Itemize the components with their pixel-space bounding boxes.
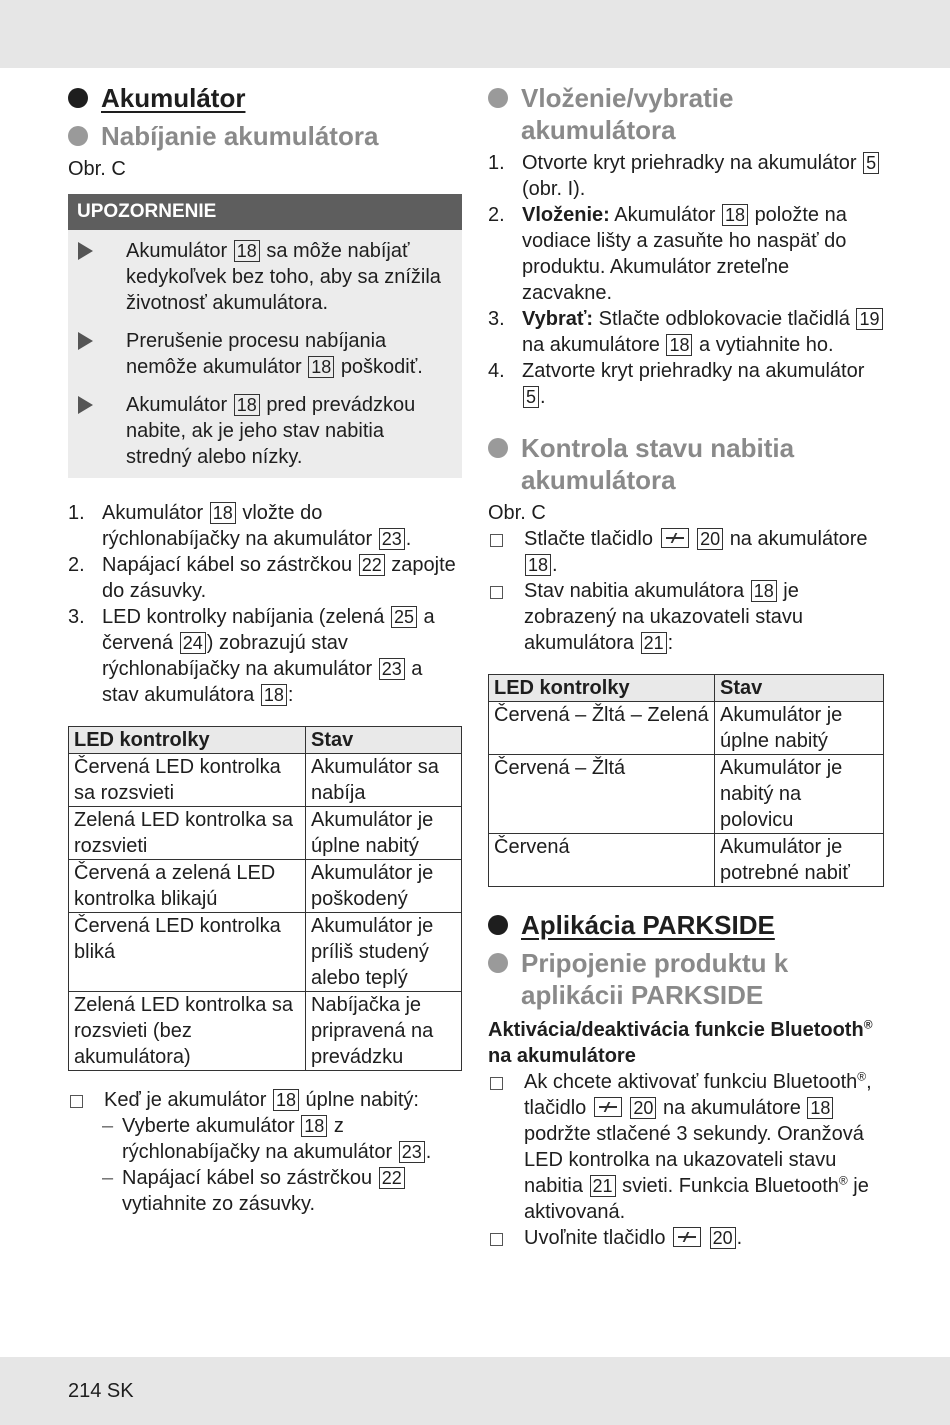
charging-steps xyxy=(68,500,462,708)
table-row: Červená Akumulátor je potrebné nabiť xyxy=(489,834,884,887)
warning-box xyxy=(68,194,462,478)
right-column xyxy=(488,82,884,1251)
checkbox-square-icon xyxy=(490,534,503,547)
checkbox-item: Stav nabitia akumulátora 18 je zobrazený na ukazovateli stavu akumulátora 21 : xyxy=(488,578,884,656)
checkbox-square-icon xyxy=(490,586,503,599)
step-item: 1. Otvorte kryt priehradky na akumulátor 5 (obr. I). xyxy=(488,150,884,202)
step-item: 3. LED kontrolky nabíjania (zelená 25 a červená 24 ) zobrazujú stav rýchlonabíjačky na akumulátor 23 a stav akumulátora 18 : xyxy=(68,606,435,706)
step-item: 2. Vloženie: Akumulátor 18 položte na vodiace lišty a zasuňte ho naspäť do produktu. Akumulátor zreteľne zacvakne. xyxy=(488,204,847,304)
triangle-bullet-icon xyxy=(78,242,108,260)
dash-item: – Vyberte akumulátor 18 z rýchlonabíjačky na akumulátor 23 . xyxy=(102,1115,432,1163)
warning-item: Akumulátor 18 sa môže nabíjať kedykoľvek bez toho, aby sa znížila životnosť akumulátora. xyxy=(68,230,462,320)
checkbox-item: Stlačte tlačidlo 20 na akumulátore 18 . xyxy=(488,526,884,578)
checkbox-item: Ak chcete aktivovať funkciu Bluetooth®, tlačidlo 20 na akumulátore 18 podržte stlačené 3 sekundy. Oranžová LED kontrolka na ukazovateli stavu nabitia 21 svieti. Funkcia Bluetooth® je aktivovaná. xyxy=(488,1069,884,1225)
charge-level-table xyxy=(488,674,884,887)
page-number: 214 SK xyxy=(68,1380,134,1402)
checkbox-square-icon xyxy=(490,1077,503,1090)
figure-reference: Obr. C xyxy=(488,502,546,524)
heading-charging: Nabíjanie akumulátora xyxy=(68,120,462,152)
checkbox-item: Keď je akumulátor 18 úplne nabitý: xyxy=(68,1087,462,1113)
fully-charged-section xyxy=(68,1087,462,1217)
table-header-row: LED kontrolky Stav xyxy=(69,727,462,754)
checkbox-square-icon xyxy=(70,1095,83,1108)
heading-insert-remove: Vloženie/vybratie akumulátora xyxy=(488,82,884,146)
triangle-bullet-icon xyxy=(78,396,108,414)
power-button-icon xyxy=(594,1097,622,1117)
bottom-band xyxy=(0,1357,950,1425)
bullet-dot xyxy=(488,915,508,935)
warning-item: Prerušenie procesu nabíjania nemôže akumulátor 18 poškodiť. xyxy=(68,320,462,384)
table-header-row: LED kontrolky Stav xyxy=(489,675,884,702)
table-row: Červená LED kontrolka sa rozsvieti Akumulátor sa nabíja xyxy=(69,754,462,807)
bluetooth-subheading: Aktivácia/deaktivácia funkcie Bluetooth® na akumulátore xyxy=(488,1017,873,1067)
bullet-dot xyxy=(68,126,88,146)
heading-charge-check: Kontrola stavu nabitia akumulátora xyxy=(488,432,884,496)
insert-steps xyxy=(488,150,884,410)
dash-item: – Napájací kábel so zástrčkou 22 vytiahnite zo zásuvky. xyxy=(68,1165,462,1217)
figure-reference: Obr. C xyxy=(68,158,126,180)
step-item: 3. Vybrať: Stlačte odblokovacie tlačidlá 19 na akumulátore 18 a vytiahnite ho. xyxy=(488,306,884,358)
table-row: Červená – Žltá – Zelená Akumulátor je úplne nabitý xyxy=(489,702,884,755)
table-row: Červená – Žltá Akumulátor je nabitý na polovicu xyxy=(489,755,884,834)
checkbox-square-icon xyxy=(490,1233,503,1246)
heading-connect-app: Pripojenie produktu k aplikácii PARKSIDE xyxy=(488,947,884,1011)
table-row: Červená LED kontrolka bliká Akumulátor je príliš studený alebo teplý xyxy=(69,913,462,992)
top-band xyxy=(0,0,950,68)
led-status-table xyxy=(68,726,462,1071)
heading-parkside-app: Aplikácia PARKSIDE xyxy=(488,909,884,941)
heading-accumulator: Akumulátor xyxy=(68,82,462,114)
bullet-dot xyxy=(488,438,508,458)
bullet-dot xyxy=(68,88,88,108)
checkbox-item: Uvoľnite tlačidlo 20 . xyxy=(488,1225,884,1251)
triangle-bullet-icon xyxy=(78,332,108,350)
power-button-icon xyxy=(673,1227,701,1247)
step-item: 2. Napájací kábel so zástrčkou 22 zapojte do zásuvky. xyxy=(68,554,456,602)
bullet-dot xyxy=(488,88,508,108)
warning-item: Akumulátor 18 pred prevádzkou nabite, ak je jeho stav nabitia stredný alebo nízky. xyxy=(68,384,462,474)
warning-title: UPOZORNENIE xyxy=(68,194,462,230)
power-button-icon xyxy=(661,528,689,548)
table-row: Zelená LED kontrolka sa rozsvieti (bez akumulátora) Nabíjačka je pripravená na prevádzku xyxy=(69,992,462,1071)
bullet-dot xyxy=(488,953,508,973)
step-item: 4. Zatvorte kryt priehradky na akumulátor 5 . xyxy=(488,360,865,408)
step-item: 1. Akumulátor 18 vložte do rýchlonabíjačky na akumulátor 23 . xyxy=(68,502,412,550)
left-column xyxy=(68,82,462,1217)
table-row: Červená a zelená LED kontrolka blikajú Akumulátor je poškodený xyxy=(69,860,462,913)
table-row: Zelená LED kontrolka sa rozsvieti Akumulátor je úplne nabitý xyxy=(69,807,462,860)
